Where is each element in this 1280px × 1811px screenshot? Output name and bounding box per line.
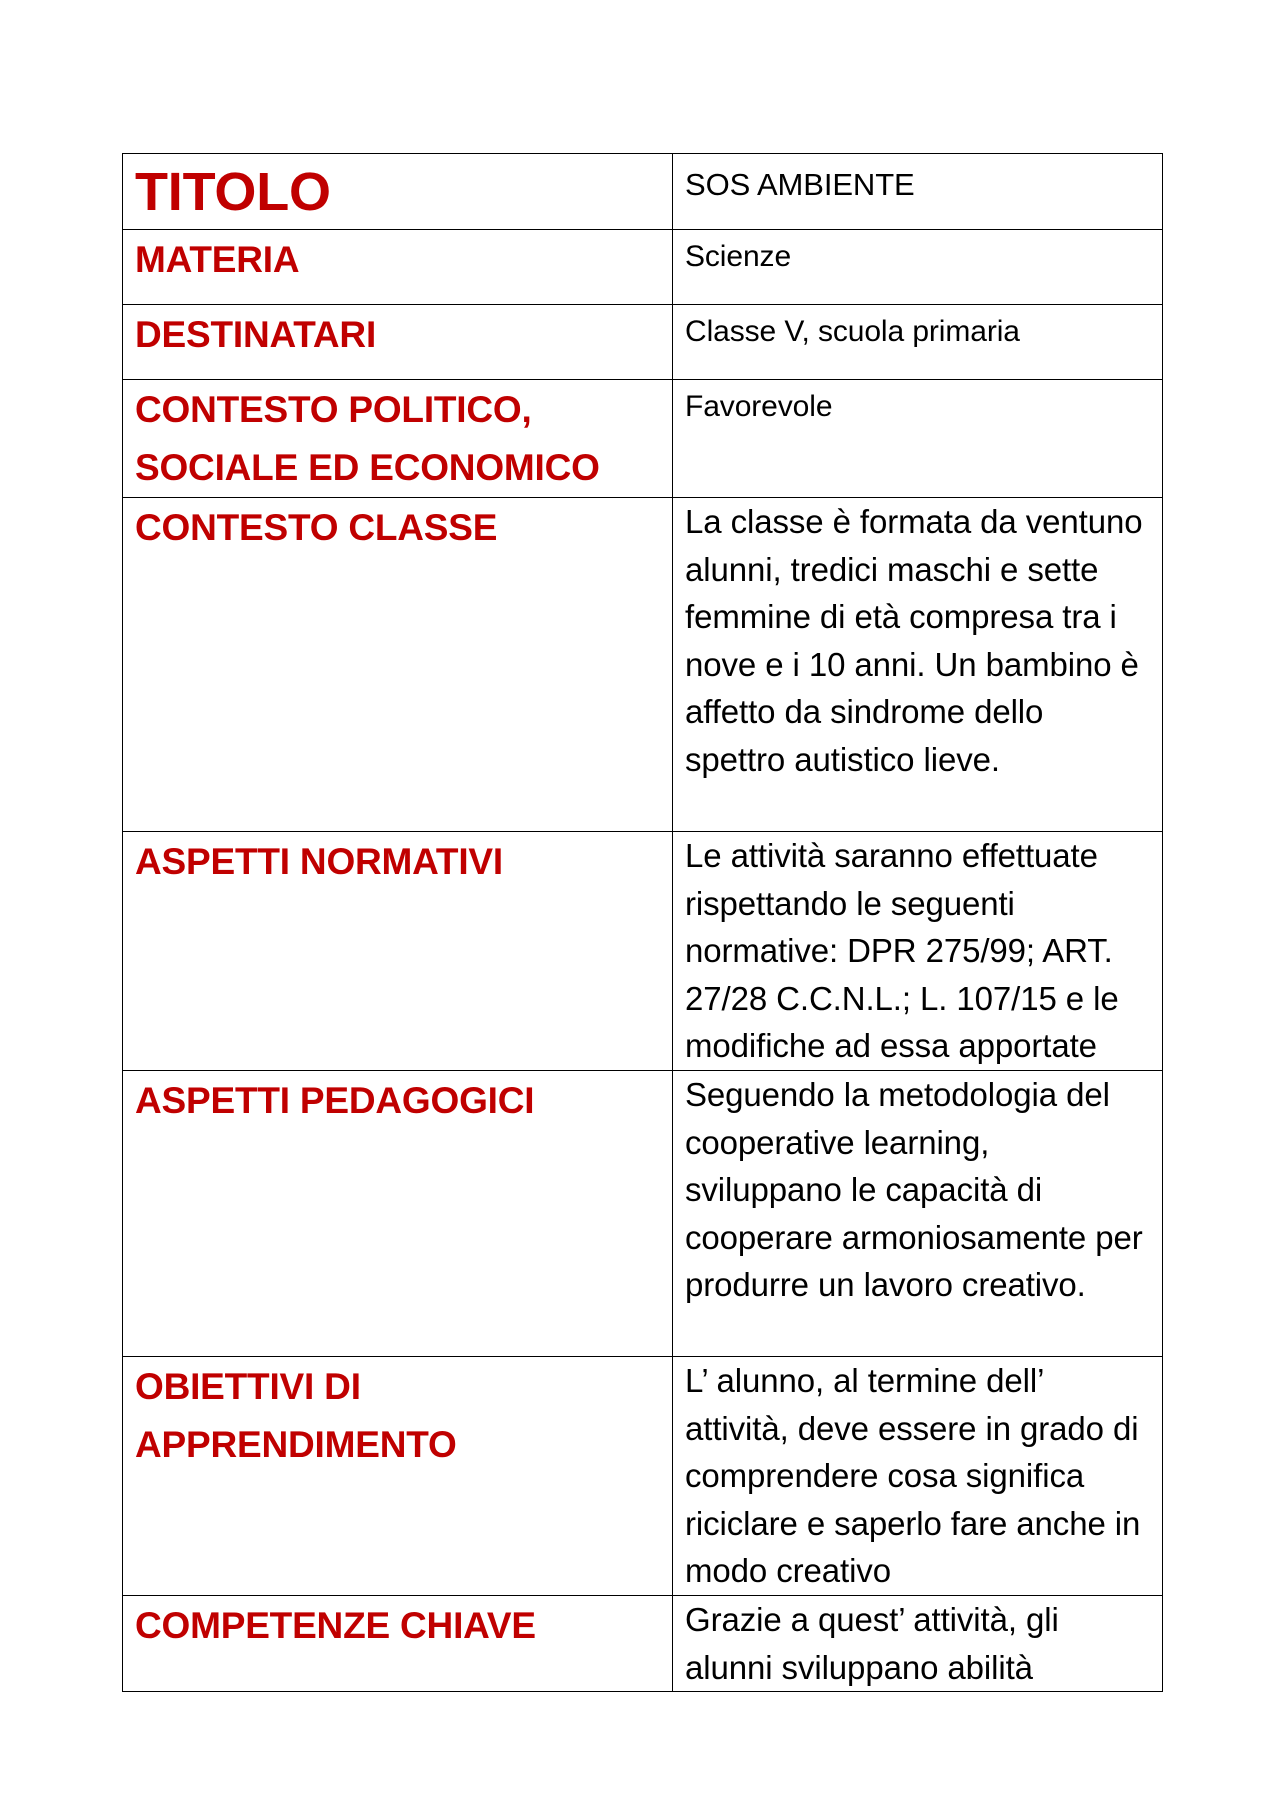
row-value: Favorevole bbox=[685, 390, 833, 423]
row-label: TITOLO bbox=[135, 162, 331, 222]
table-row bbox=[123, 498, 1163, 832]
row-value-cell bbox=[673, 154, 1163, 230]
row-label: CONTESTO CLASSE bbox=[135, 507, 498, 548]
row-label-cell bbox=[123, 832, 673, 1071]
row-label-cell bbox=[123, 1071, 673, 1357]
row-value-cell bbox=[673, 1357, 1163, 1596]
row-label: COMPETENZE CHIAVE bbox=[135, 1605, 536, 1646]
row-label: OBIETTIVI DI APPRENDIMENTO bbox=[135, 1366, 457, 1465]
row-value-cell bbox=[673, 498, 1163, 832]
table-row bbox=[123, 832, 1163, 1071]
row-value: SOS AMBIENTE bbox=[685, 167, 915, 202]
row-value: La classe è formata da ventuno alunni, tredici maschi e sette femmine di età compresa tra i nove e i 10 anni. Un bambino è affetto da sindrome dello spettro autistico lieve. bbox=[685, 503, 1143, 778]
row-value: Grazie a quest’ attività, gli alunni sviluppano abilità bbox=[685, 1601, 1059, 1686]
row-label: CONTESTO POLITICO, SOCIALE ED ECONOMICO bbox=[135, 389, 600, 488]
row-label: ASPETTI PEDAGOGICI bbox=[135, 1080, 535, 1121]
row-label-cell bbox=[123, 230, 673, 305]
lesson-plan-page bbox=[122, 153, 1162, 1692]
table-row bbox=[123, 1071, 1163, 1357]
table-row bbox=[123, 305, 1163, 380]
row-value-cell bbox=[673, 230, 1163, 305]
row-value-cell bbox=[673, 832, 1163, 1071]
row-label: ASPETTI NORMATIVI bbox=[135, 841, 503, 882]
row-value-cell bbox=[673, 1596, 1163, 1692]
table-row bbox=[123, 230, 1163, 305]
row-label-cell bbox=[123, 1596, 673, 1692]
row-label-cell bbox=[123, 498, 673, 832]
row-label-cell bbox=[123, 154, 673, 230]
row-label: DESTINATARI bbox=[135, 314, 377, 355]
row-value: Classe V, scuola primaria bbox=[685, 315, 1020, 348]
row-label-cell bbox=[123, 305, 673, 380]
row-value: Seguendo la metodologia del cooperative learning, sviluppano le capacità di cooperare armoniosamente per produrre un lavoro creativo. bbox=[685, 1076, 1143, 1303]
row-value: L’ alunno, al termine dell’ attività, deve essere in grado di comprendere cosa significa riciclare e saperlo fare anche in modo creativo bbox=[685, 1362, 1141, 1589]
row-label: MATERIA bbox=[135, 239, 300, 280]
row-value: Le attività saranno effettuate rispettando le seguenti normative: DPR 275/99; ART. 27/28 C.C.N.L.; L. 107/15 e le modifiche ad essa apportate bbox=[685, 837, 1119, 1064]
lesson-plan-table bbox=[122, 153, 1163, 1692]
row-value-cell bbox=[673, 305, 1163, 380]
table-row bbox=[123, 380, 1163, 498]
table-row bbox=[123, 1357, 1163, 1596]
row-value: Scienze bbox=[685, 240, 792, 273]
row-value-cell bbox=[673, 1071, 1163, 1357]
table-row bbox=[123, 154, 1163, 230]
table-row bbox=[123, 1596, 1163, 1692]
row-label-cell bbox=[123, 380, 673, 498]
row-label-cell bbox=[123, 1357, 673, 1596]
row-value-cell bbox=[673, 380, 1163, 498]
